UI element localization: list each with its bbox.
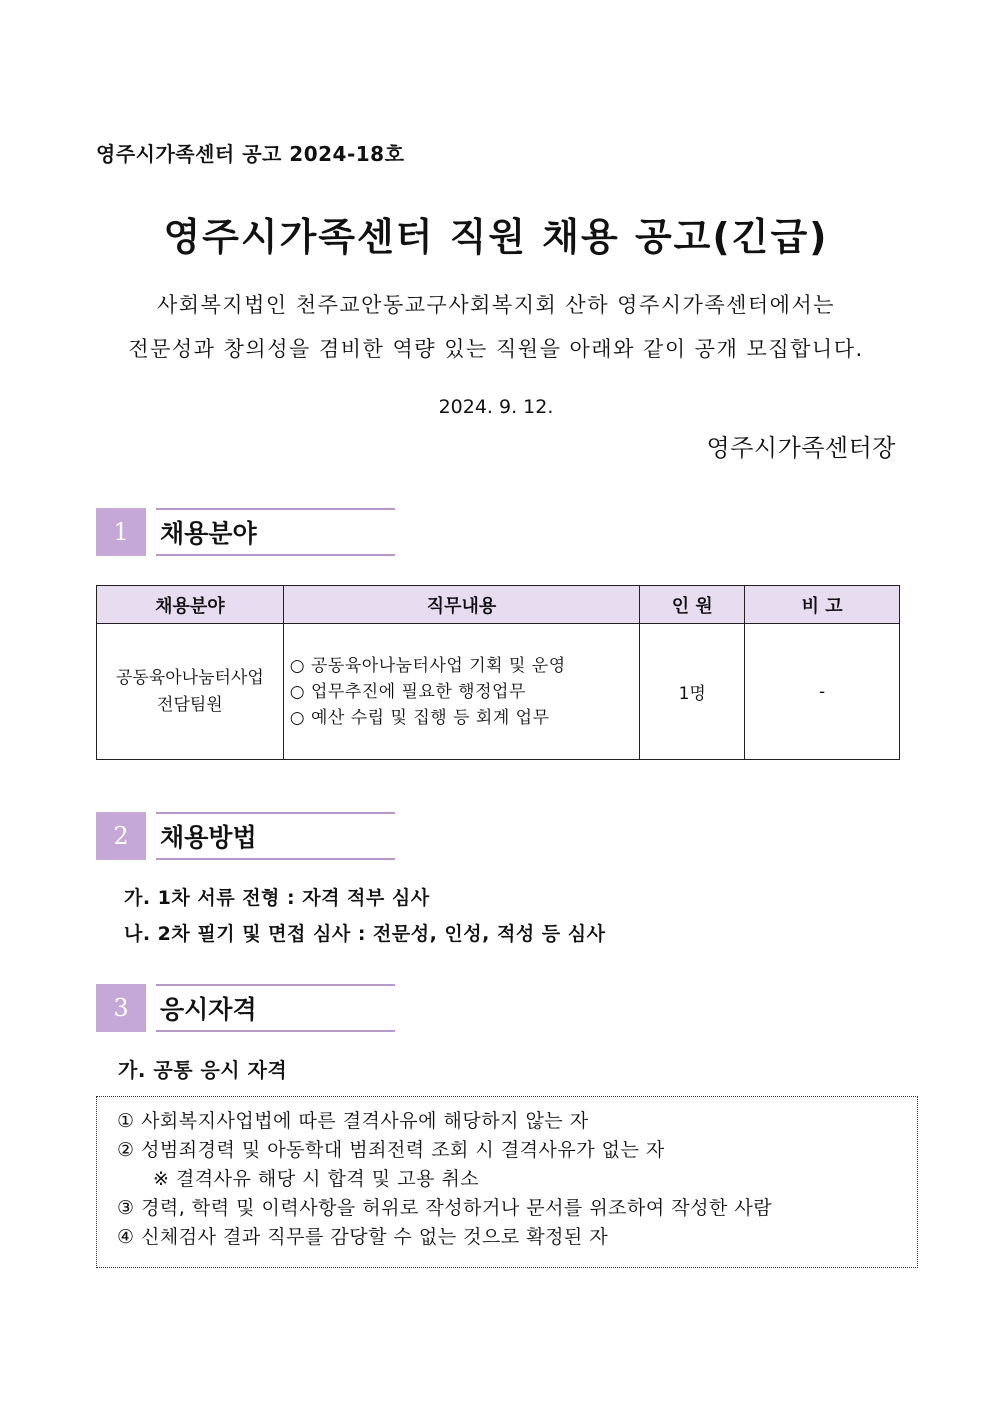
qualification-item-3: ③ 경력, 학력 및 이력사항을 허위로 작성하거나 문서를 위조하여 작성한 사람: [117, 1197, 773, 1219]
field-line-1: 공동육아나눔터사업: [115, 667, 264, 688]
qualification-note: ※ 결격사유 해당 시 합격 및 고용 취소: [153, 1168, 480, 1190]
duties-cell: [283, 624, 640, 760]
field-cell: [97, 624, 284, 760]
section-1-header: [96, 508, 395, 556]
section-1-number: 1: [96, 508, 146, 556]
notice-number: 영주시가족센터 공고 2024-18호: [96, 142, 405, 166]
qualification-item-2: ② 성범죄경력 및 아동학대 범죄전력 조회 시 결격사유가 없는 자: [117, 1139, 665, 1161]
note-cell: -: [745, 624, 900, 760]
table-header-field: 채용분야: [97, 586, 284, 624]
table-row: [97, 624, 900, 760]
duty-item: ○ 예산 수립 및 집행 등 회계 업무: [289, 707, 550, 728]
notice-date: 2024. 9. 12.: [438, 396, 554, 418]
method-item-1: 가. 1차 서류 전형 : 자격 적부 심사: [124, 887, 430, 909]
recruit-table: [96, 585, 900, 760]
section-3-number: 3: [96, 984, 146, 1032]
qualification-item-4: ④ 신체검사 결과 직무를 감당할 수 없는 것으로 확정된 자: [117, 1226, 609, 1248]
qualification-box: [96, 1096, 918, 1268]
section-2-header: [96, 812, 395, 860]
table-header-row: [97, 586, 900, 624]
table-header-duties: 직무내용: [283, 586, 640, 624]
signer: 영주시가족센터장: [706, 434, 896, 462]
method-item-2: 나. 2차 필기 및 면접 심사 : 전문성, 인성, 적성 등 심사: [124, 923, 606, 945]
section-3-header: [96, 984, 395, 1032]
section-2-number: 2: [96, 812, 146, 860]
qualification-item-1: ① 사회복지사업법에 따른 결격사유에 해당하지 않는 자: [117, 1110, 589, 1132]
section-3-title: 응시자격: [156, 984, 395, 1032]
section-2-title: 채용방법: [156, 812, 395, 860]
section-1-title: 채용분야: [156, 508, 395, 556]
duty-item: ○ 공동육아나눔터사업 기획 및 운영: [289, 655, 566, 676]
field-line-2: 전담팀원: [157, 694, 223, 715]
table-header-note: 비 고: [745, 586, 900, 624]
page-title: 영주시가족센터 직원 채용 공고(긴급): [163, 215, 829, 259]
table-header-count: 인 원: [640, 586, 745, 624]
intro-line-1: 사회복지법인 천주교안동교구사회복지회 산하 영주시가족센터에서는: [156, 293, 836, 317]
count-cell: 1명: [640, 624, 745, 760]
duty-item: ○ 업무추진에 필요한 행정업무: [289, 681, 526, 702]
intro-line-2: 전문성과 창의성을 겸비한 역량 있는 직원을 아래와 같이 공개 모집합니다.: [128, 337, 864, 361]
qualification-subtitle: 가. 공통 응시 자격: [118, 1058, 288, 1082]
